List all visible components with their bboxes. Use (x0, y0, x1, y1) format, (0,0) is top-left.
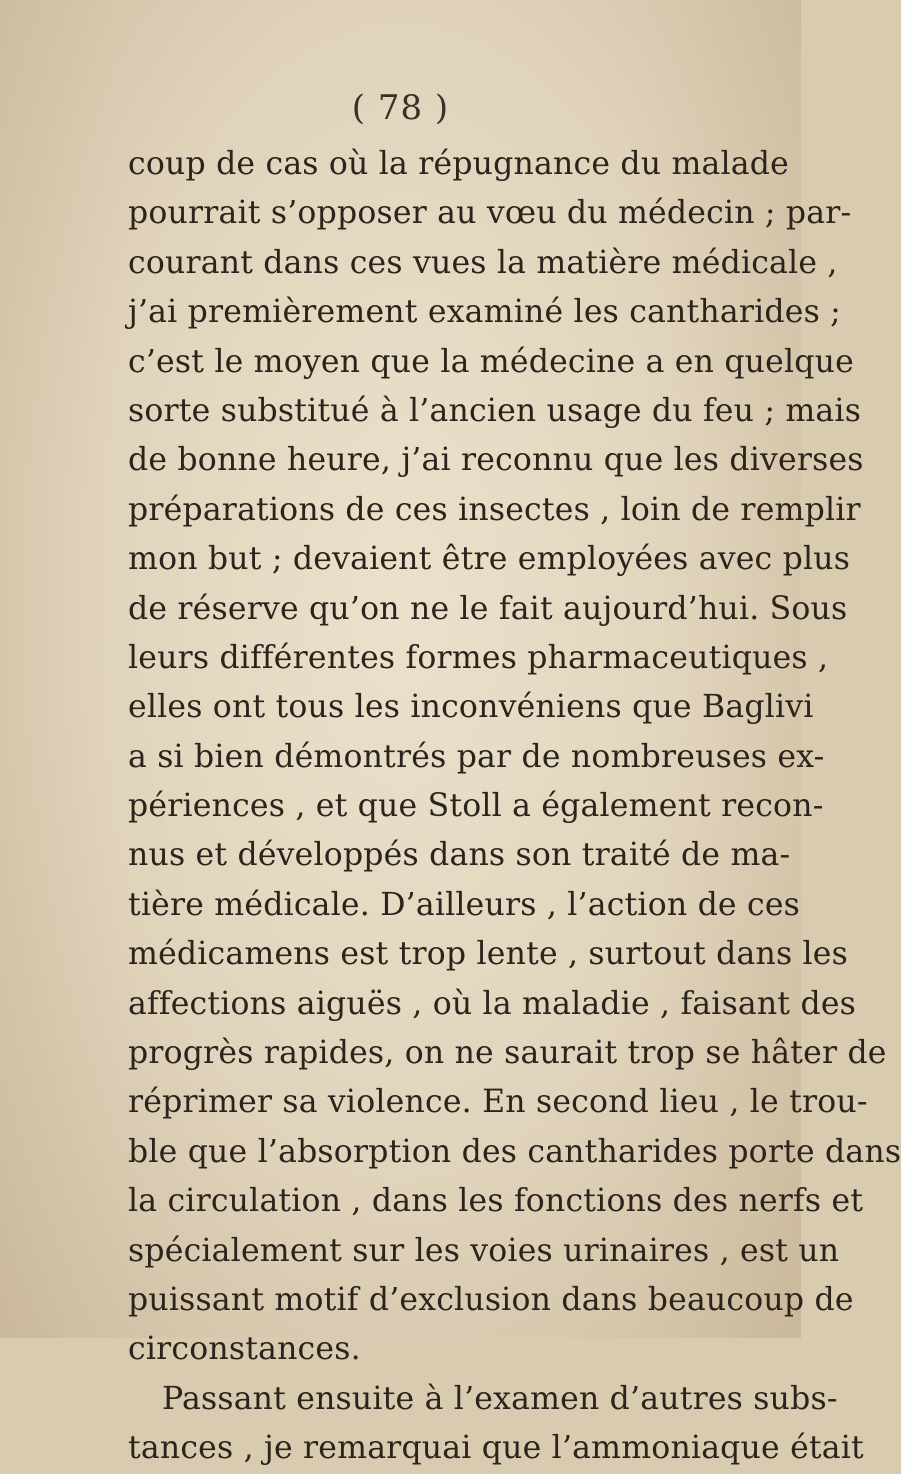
paragraph-first-line: Passant ensuite à l’examen d’autres subs- (162, 1380, 838, 1417)
text-line: sorte substitué à l’ancien usage du feu ; mais (128, 392, 862, 429)
text-line: affections aiguës , où la maladie , faisant des (128, 985, 857, 1022)
text-line: courant dans ces vues la matière médicale , (128, 244, 838, 281)
text-line: la circulation , dans les fonctions des nerfs et (128, 1183, 864, 1220)
text-line: médicamens est trop lente , surtout dans les (128, 936, 849, 973)
text-line: spécialement sur les voies urinaires , est un (128, 1232, 840, 1269)
text-line: tances , je remarquai que l’ammoniaque était (128, 1430, 864, 1467)
page-number: ( 78 ) (351, 88, 450, 128)
text-line: circonstances. (128, 1331, 361, 1368)
text-line: préparations de ces insectes , loin de remplir (128, 491, 861, 528)
text-line: progrès rapides, on ne saurait trop se hâter de (128, 1035, 887, 1072)
text-line: de réserve qu’on ne le fait aujourd’hui. Sous (128, 590, 848, 627)
text-line: coup de cas où la répugnance du malade (128, 146, 789, 182)
text-line: a si bien démontrés par de nombreuses ex- (128, 738, 825, 775)
text-line: de bonne heure, j’ai reconnu que les diverses (128, 442, 864, 479)
text-line: pourrait s’opposer au vœu du médecin ; par- (128, 195, 852, 232)
text-line: ble que l’absorption des cantharides porte dans (128, 1133, 901, 1170)
text-line: leurs différentes formes pharmaceutiques , (128, 639, 829, 676)
text-line: périences , et que Stoll a également recon- (128, 788, 824, 825)
text-line: tière médicale. D’ailleurs , l’action de ces (128, 886, 801, 923)
text-line: c’est le moyen que la médecine a en quelque (128, 343, 854, 380)
text-line: nus et développés dans son traité de ma- (128, 837, 791, 874)
text-line: mon but ; devaient être employées avec plus (128, 541, 851, 578)
text-line: puissant motif d’exclusion dans beaucoup de (128, 1281, 854, 1318)
text-line: réprimer sa violence. En second lieu , le trou- (128, 1084, 868, 1121)
text-line: elles ont tous les inconvéniens que Baglivi (128, 689, 814, 726)
text-line: j’ai premièrement examiné les cantharides ; (128, 294, 841, 331)
body-text (128, 140, 901, 1474)
